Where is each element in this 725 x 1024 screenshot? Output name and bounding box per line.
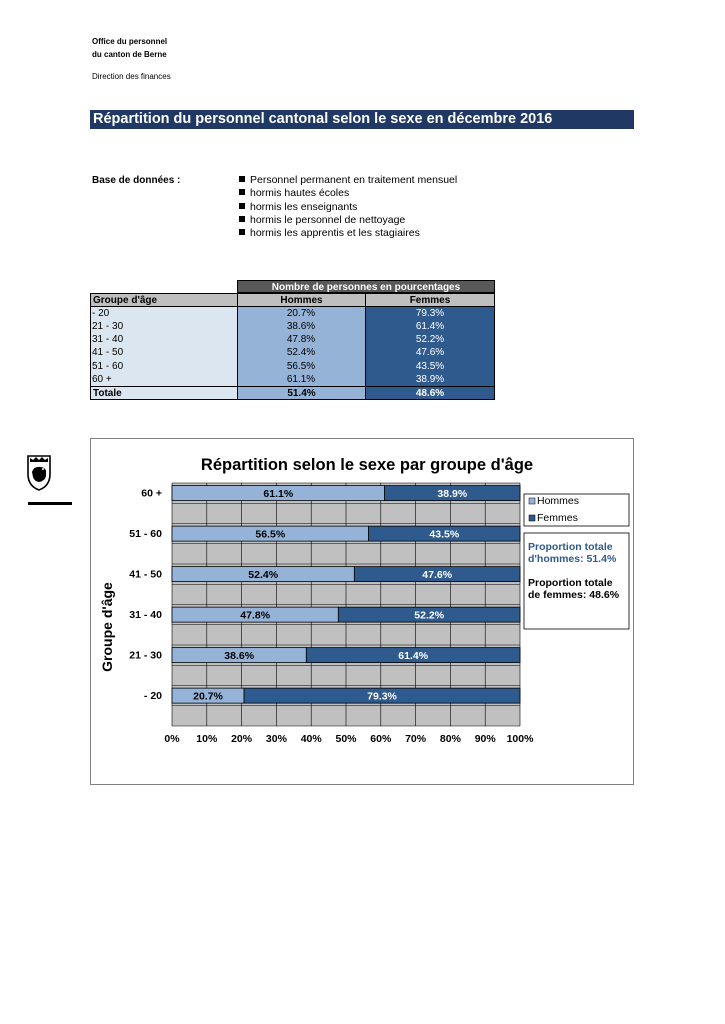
annotation-men-line2: d'hommes: 51.4% xyxy=(528,553,617,565)
data-label: 52.4% xyxy=(248,568,279,581)
data-label: 38.9% xyxy=(437,487,468,500)
cell-age-group: 60 + xyxy=(90,373,237,386)
cell-age-group: - 20 xyxy=(90,307,237,320)
bern-coat-of-arms-logo xyxy=(26,452,52,492)
cell-age-group: 41 - 50 xyxy=(90,346,237,359)
table-super-header: Nombre de personnes en pourcentages xyxy=(237,280,495,293)
table-row xyxy=(90,360,495,373)
annotation-women-line1: Proportion totale xyxy=(528,577,613,589)
bullet-square-icon xyxy=(239,176,245,182)
x-tick-label: 90% xyxy=(474,733,496,745)
y-axis-label: Groupe d'âge xyxy=(99,582,115,672)
table-header-row xyxy=(90,293,495,306)
table-row xyxy=(90,333,495,346)
table-body xyxy=(90,307,495,387)
x-tick-label: 70% xyxy=(405,733,427,745)
annotation-women-line2: de femmes: 48.6% xyxy=(528,589,620,601)
data-label: 61.4% xyxy=(398,649,429,662)
data-label: 20.7% xyxy=(193,690,223,703)
legend-label-hommes: Hommes xyxy=(537,495,580,507)
x-tick-label: 20% xyxy=(231,733,253,745)
x-tick-label: 100% xyxy=(506,733,534,745)
cell-total-women: 48.6% xyxy=(365,386,495,399)
database-item: hormis le personnel de nettoyage xyxy=(239,214,457,227)
database-item: hormis les apprentis et les stagiaires xyxy=(239,227,457,240)
cell-age-group: 51 - 60 xyxy=(90,360,237,373)
x-tick-label: 0% xyxy=(164,733,180,745)
bar-chart xyxy=(91,439,633,784)
bullet-square-icon xyxy=(239,203,245,209)
cell-men: 20.7% xyxy=(237,307,365,320)
data-label: 56.5% xyxy=(255,528,286,541)
cell-men: 52.4% xyxy=(237,346,365,359)
header-women: Femmes xyxy=(365,293,495,306)
logo-underline xyxy=(28,502,72,505)
x-tick-label: 30% xyxy=(265,733,287,745)
data-label: 52.2% xyxy=(414,609,445,622)
x-tick-label: 10% xyxy=(196,733,218,745)
table-super-header-row xyxy=(90,280,495,293)
y-tick-label: 60 + xyxy=(141,487,162,500)
page-title: Répartition du personnel cantonal selon le sexe en décembre 2016 xyxy=(90,110,634,129)
table-row xyxy=(90,346,495,359)
cell-men: 61.1% xyxy=(237,373,365,386)
chart-frame xyxy=(90,438,634,785)
office-name-line2: du canton de Berne xyxy=(92,50,167,59)
x-tick-label: 40% xyxy=(300,733,322,745)
cell-women: 47.6% xyxy=(365,346,495,359)
cell-women: 38.9% xyxy=(365,373,495,386)
cell-men: 56.5% xyxy=(237,360,365,373)
x-tick-label: 80% xyxy=(439,733,461,745)
cell-total-men: 51.4% xyxy=(237,386,365,399)
legend-label-femmes: Femmes xyxy=(537,512,578,524)
database-label: Base de données : xyxy=(92,175,181,186)
data-label: 47.6% xyxy=(422,568,453,581)
cell-women: 61.4% xyxy=(365,320,495,333)
data-label: 47.8% xyxy=(240,609,271,622)
database-list xyxy=(239,174,457,240)
annotation-men-line1: Proportion totale xyxy=(528,541,613,553)
data-label: 38.6% xyxy=(224,649,255,662)
chart-title: Répartition selon le sexe par groupe d'âge xyxy=(200,456,534,474)
database-item: Personnel permanent en traitement mensuel xyxy=(239,174,457,187)
bullet-square-icon xyxy=(239,216,245,222)
x-tick-label: 50% xyxy=(335,733,357,745)
data-label: 79.3% xyxy=(367,690,397,703)
y-tick-label: 51 - 60 xyxy=(129,528,162,541)
legend xyxy=(524,494,629,526)
table-row xyxy=(90,320,495,333)
y-tick-label: 41 - 50 xyxy=(129,568,162,581)
legend-swatch-hommes xyxy=(529,498,535,504)
bullet-square-icon xyxy=(239,229,245,235)
legend-swatch-femmes xyxy=(529,515,535,521)
cell-age-group: 21 - 30 xyxy=(90,320,237,333)
y-tick-label: 21 - 30 xyxy=(129,649,162,662)
database-item: hormis les enseignants xyxy=(239,201,457,214)
data-label: 43.5% xyxy=(429,528,460,541)
table-total-row xyxy=(90,386,495,399)
direction-name: Direction des finances xyxy=(92,72,171,81)
header-men: Hommes xyxy=(237,293,365,306)
cell-men: 38.6% xyxy=(237,320,365,333)
y-tick-label: - 20 xyxy=(143,690,162,703)
header-age-group: Groupe d'âge xyxy=(90,293,237,306)
totals-annotation xyxy=(524,533,629,629)
cell-women: 43.5% xyxy=(365,360,495,373)
cell-women: 52.2% xyxy=(365,333,495,346)
y-tick-label: 31 - 40 xyxy=(129,609,162,622)
cell-age-group: 31 - 40 xyxy=(90,333,237,346)
bullet-square-icon xyxy=(239,189,245,195)
table-row xyxy=(90,373,495,386)
cell-total-label: Totale xyxy=(90,386,237,399)
cell-women: 79.3% xyxy=(365,307,495,320)
table-row xyxy=(90,307,495,320)
office-name-line1: Office du personnel xyxy=(92,37,168,46)
database-item: hormis hautes écoles xyxy=(239,187,457,200)
data-label: 61.1% xyxy=(263,487,294,500)
cell-men: 47.8% xyxy=(237,333,365,346)
x-tick-label: 60% xyxy=(370,733,392,745)
